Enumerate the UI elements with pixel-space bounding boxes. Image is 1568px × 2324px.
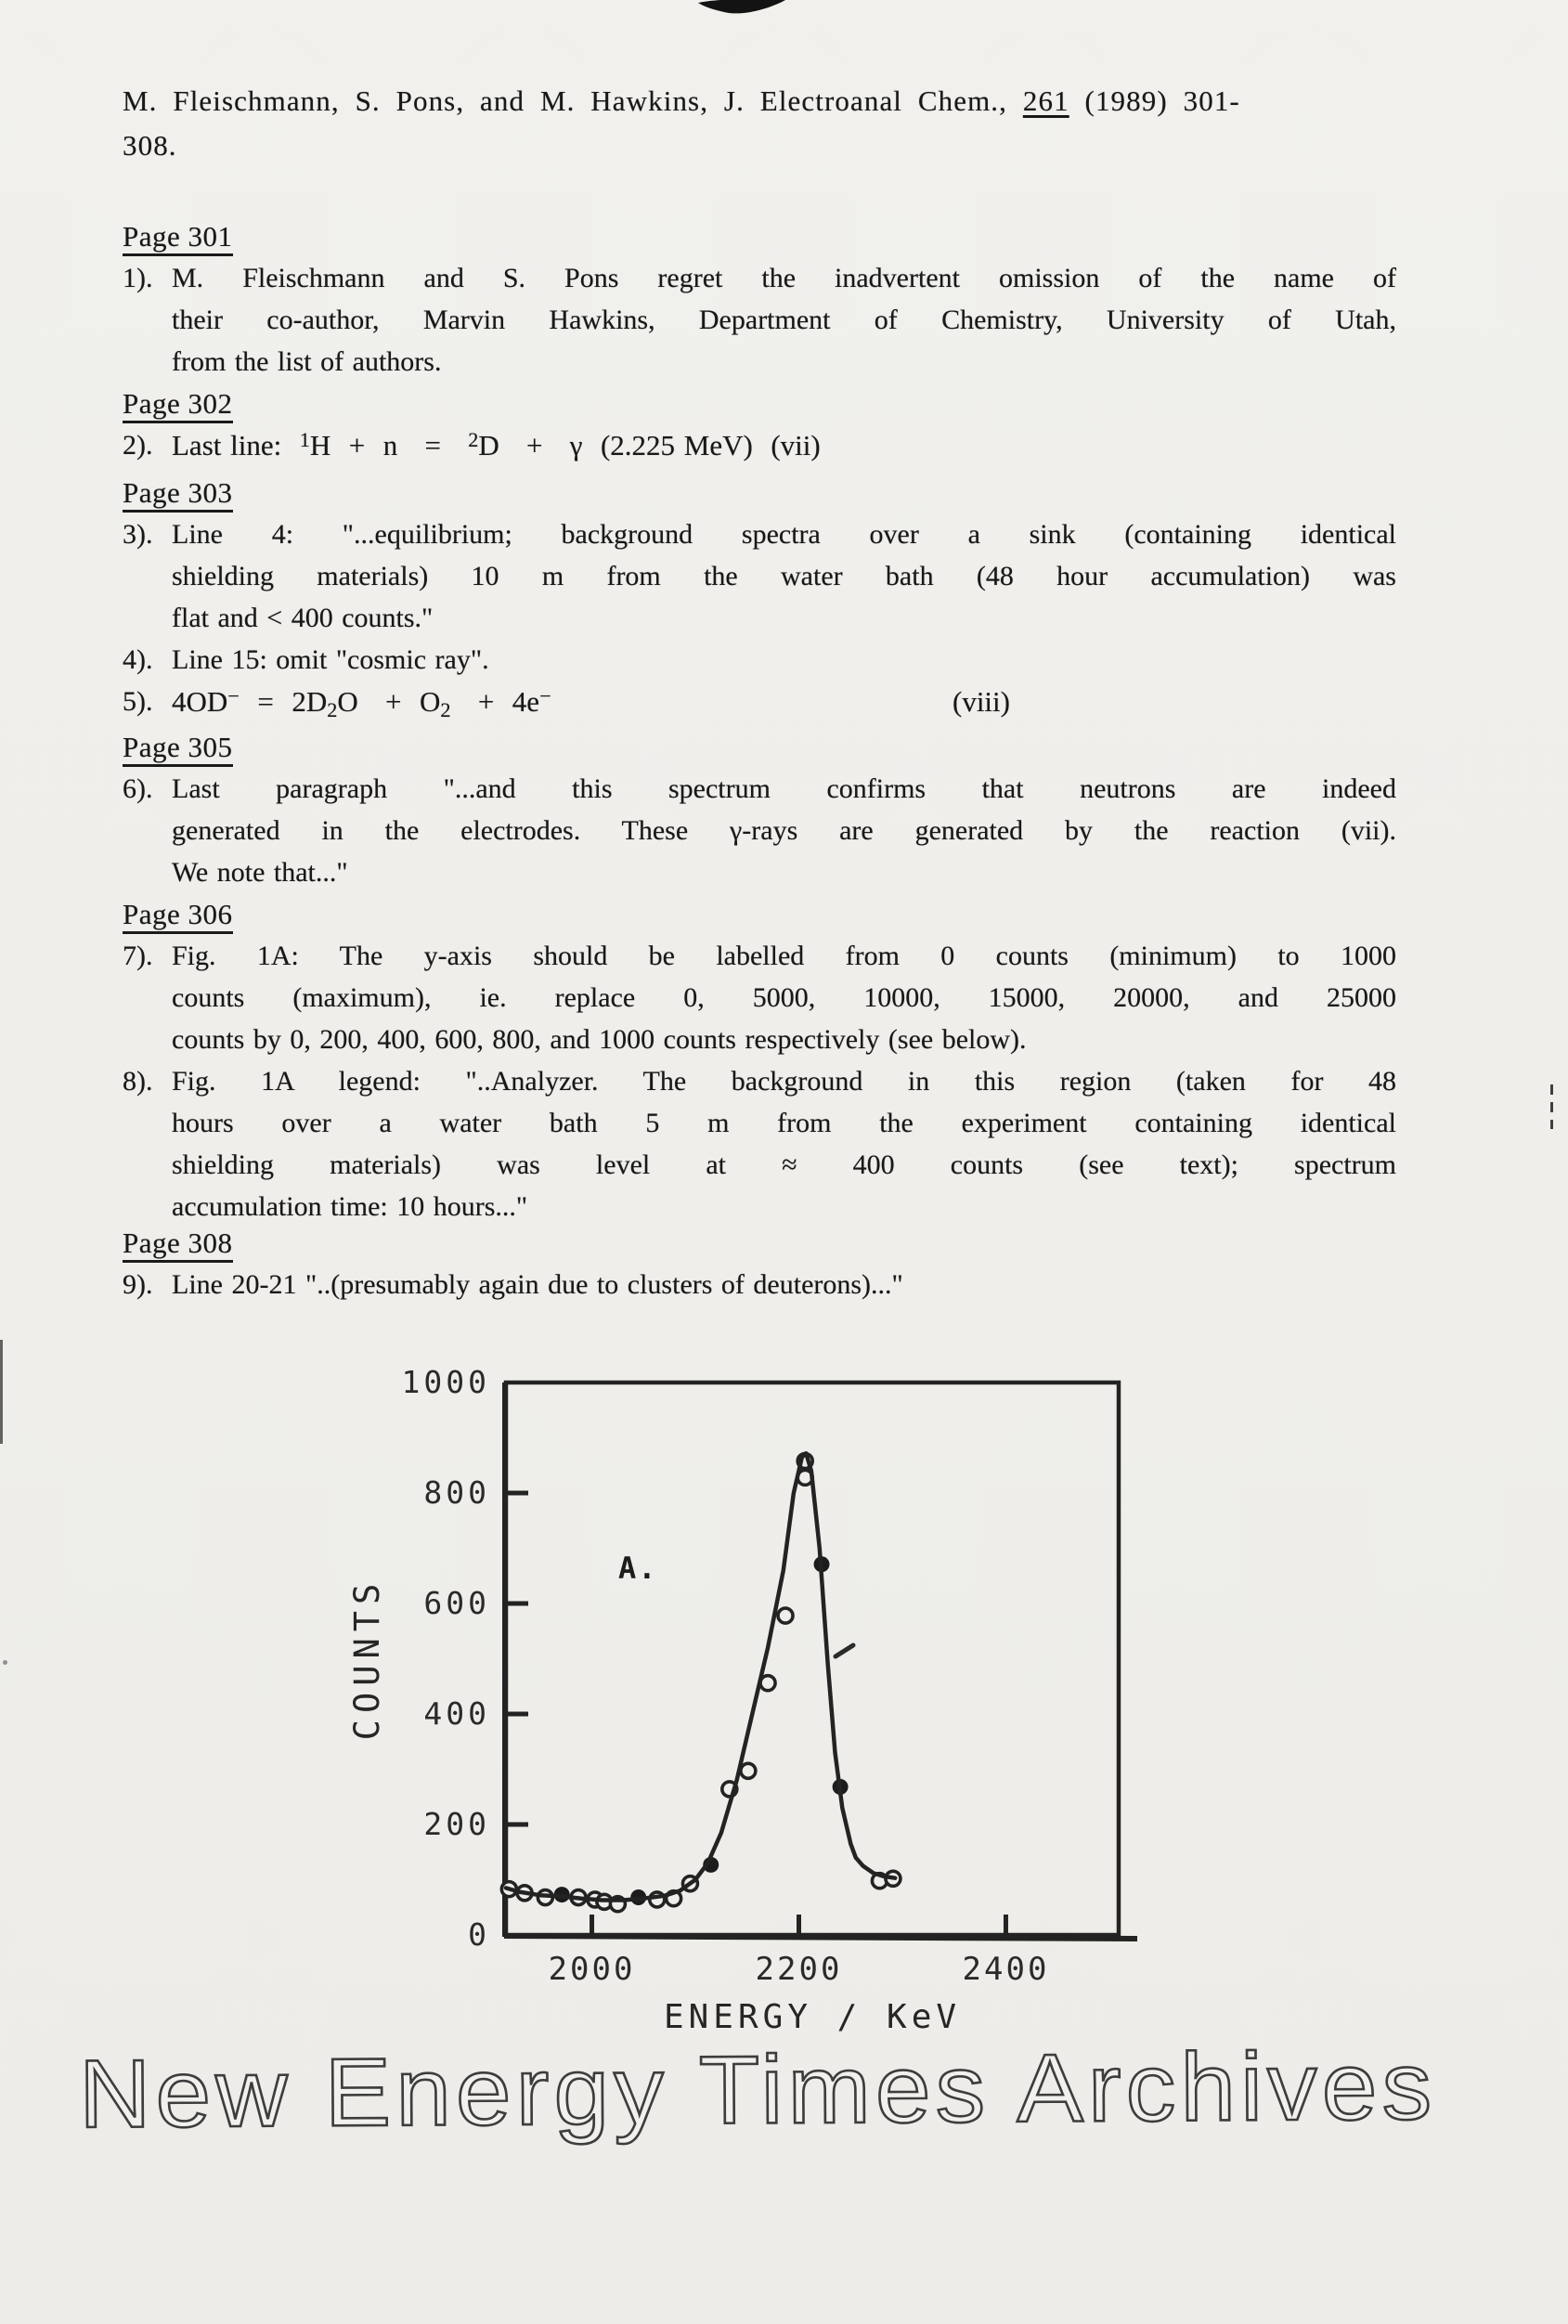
erratum-item bbox=[123, 1264, 1396, 1305]
subscript: 2 bbox=[440, 698, 451, 721]
item-number: 9). bbox=[123, 1269, 153, 1300]
y-tick-label: 0 bbox=[468, 1916, 490, 1953]
equation-line bbox=[172, 681, 1396, 722]
item-number: 8). bbox=[123, 1066, 153, 1097]
item-line: accumulation time: 10 hours..." bbox=[172, 1191, 528, 1222]
erratum-item bbox=[123, 768, 1396, 893]
x-tick-label: 2000 bbox=[548, 1951, 636, 1988]
superscript: − bbox=[539, 684, 551, 708]
page-header bbox=[123, 893, 1396, 935]
page-header-label: Page 308 bbox=[123, 1227, 233, 1263]
equation-text: H + n = bbox=[309, 429, 469, 461]
erratum-item bbox=[123, 639, 1396, 681]
data-point-open bbox=[778, 1608, 793, 1623]
item-number: 2). bbox=[123, 430, 153, 461]
errata-sections bbox=[123, 215, 1396, 1305]
scan-artifact-shape bbox=[685, 0, 806, 22]
item-line: hours over a water bath 5 m from the experiment containing identical bbox=[172, 1108, 1396, 1138]
item-line: their co-author, Marvin Hawkins, Department of Chemistry, University of Utah, bbox=[172, 305, 1396, 335]
equation-text: + 4e bbox=[450, 685, 540, 718]
item-line: Fig. 1A: The y-axis should be labelled from 0 counts (minimum) to 1000 bbox=[172, 941, 1396, 971]
y-tick-label: 400 bbox=[423, 1695, 490, 1732]
x-tick-label: 2400 bbox=[962, 1951, 1050, 1988]
item-number: 5). bbox=[123, 686, 153, 717]
item-line: from the list of authors. bbox=[172, 346, 442, 377]
equation-text: D + γ (2.225 MeV) (vii) bbox=[478, 429, 821, 461]
item-line: Line 15: omit "cosmic ray". bbox=[172, 644, 489, 675]
x-tick-label: 2200 bbox=[755, 1951, 843, 1988]
equation-text: = 2D bbox=[239, 685, 328, 718]
page-header bbox=[123, 472, 1396, 513]
scan-speck bbox=[3, 1660, 7, 1665]
page-header bbox=[123, 383, 1396, 424]
data-point-open bbox=[741, 1763, 756, 1778]
equation-line bbox=[172, 424, 1396, 466]
item-number: 3). bbox=[123, 519, 153, 550]
item-line: shielding materials) 10 m from the water bath (48 hour accumulation) was bbox=[172, 561, 1396, 591]
scan-artifact-slash bbox=[836, 1645, 853, 1656]
citation-page-end: 308. bbox=[123, 129, 177, 162]
page-header-label: Page 305 bbox=[123, 731, 233, 767]
item-line: shielding materials) was level at ≈ 400 counts (see text); spectrum bbox=[172, 1149, 1396, 1180]
y-tick-label: 800 bbox=[423, 1474, 490, 1511]
figure-1a bbox=[343, 1346, 1160, 2080]
y-tick-label: 200 bbox=[423, 1806, 490, 1842]
page-header bbox=[123, 1222, 1396, 1264]
watermark: New Energy Times Archives bbox=[78, 2032, 1437, 2149]
item-line: generated in the electrodes. These γ-rays are generated by the reaction (vii). bbox=[172, 815, 1396, 846]
citation bbox=[123, 79, 1396, 168]
erratum-item bbox=[123, 681, 1396, 722]
erratum-item bbox=[123, 935, 1396, 1060]
page-header-label: Page 306 bbox=[123, 898, 233, 934]
errata-text-column bbox=[123, 79, 1396, 1305]
superscript: 1 bbox=[299, 428, 310, 451]
erratum-item bbox=[123, 424, 1396, 466]
scan-artifact-left-edge bbox=[0, 1340, 3, 1444]
citation-volume-ref: 261 bbox=[1022, 84, 1069, 117]
item-line: Fig. 1A legend: "..Analyzer. The background in this region (taken for 48 bbox=[172, 1066, 1396, 1097]
spectrum-curve bbox=[506, 1453, 895, 1900]
item-line: We note that..." bbox=[172, 857, 348, 888]
item-line: flat and < 400 counts." bbox=[172, 603, 434, 633]
equation-text: Last line: bbox=[172, 429, 300, 461]
equation-text: 4OD bbox=[172, 685, 228, 718]
item-line: counts by 0, 200, 400, 600, 800, and 1000 counts respectively (see below). bbox=[172, 1024, 1027, 1055]
citation-year-pages: (1989) 301- bbox=[1069, 84, 1240, 117]
figure-1a-chart bbox=[343, 1346, 1160, 2080]
item-number: 4). bbox=[123, 644, 153, 675]
erratum-item bbox=[123, 1060, 1396, 1227]
page-header bbox=[123, 215, 1396, 257]
panel-label: A. bbox=[618, 1551, 658, 1586]
erratum-item bbox=[123, 257, 1396, 383]
item-line: Line 20-21 "..(presumably again due to clusters of deuterons)..." bbox=[172, 1269, 903, 1300]
superscript: 2 bbox=[468, 428, 479, 451]
item-line: counts (maximum), ie. replace 0, 5000, 10000, 15000, 20000, and 25000 bbox=[172, 982, 1396, 1013]
equation-number: (viii) bbox=[952, 685, 1010, 718]
y-axis-title: COUNTS bbox=[347, 1577, 387, 1741]
item-number: 7). bbox=[123, 941, 153, 971]
scan-artifact-top bbox=[685, 0, 806, 22]
scan-artifact-right-edge bbox=[1550, 1084, 1553, 1129]
y-tick-label: 600 bbox=[423, 1585, 490, 1621]
page-header-label: Page 302 bbox=[123, 387, 233, 423]
page-header-label: Page 301 bbox=[123, 220, 233, 256]
erratum-item bbox=[123, 513, 1396, 639]
item-number: 1). bbox=[123, 263, 153, 293]
x-axis-title: ENERGY / KeV bbox=[663, 1998, 962, 2036]
equation-text: O + O bbox=[337, 685, 441, 718]
item-number: 6). bbox=[123, 773, 153, 804]
item-line: M. Fleischmann and S. Pons regret the inadvertent omission of the name of bbox=[172, 263, 1396, 293]
superscript: − bbox=[227, 684, 240, 708]
page-header bbox=[123, 726, 1396, 768]
item-line: Last paragraph "...and this spectrum confirms that neutrons are indeed bbox=[172, 773, 1396, 804]
citation-authors-journal: M. Fleischmann, S. Pons, and M. Hawkins, J. Electroanal Chem., bbox=[123, 84, 1023, 117]
x-axis-line bbox=[504, 1936, 1137, 1939]
y-tick-label: 1000 bbox=[401, 1364, 490, 1400]
page-header-label: Page 303 bbox=[123, 476, 233, 513]
item-line: Line 4: "...equilibrium; background spectra over a sink (containing identical bbox=[172, 519, 1396, 550]
subscript: 2 bbox=[327, 698, 338, 721]
